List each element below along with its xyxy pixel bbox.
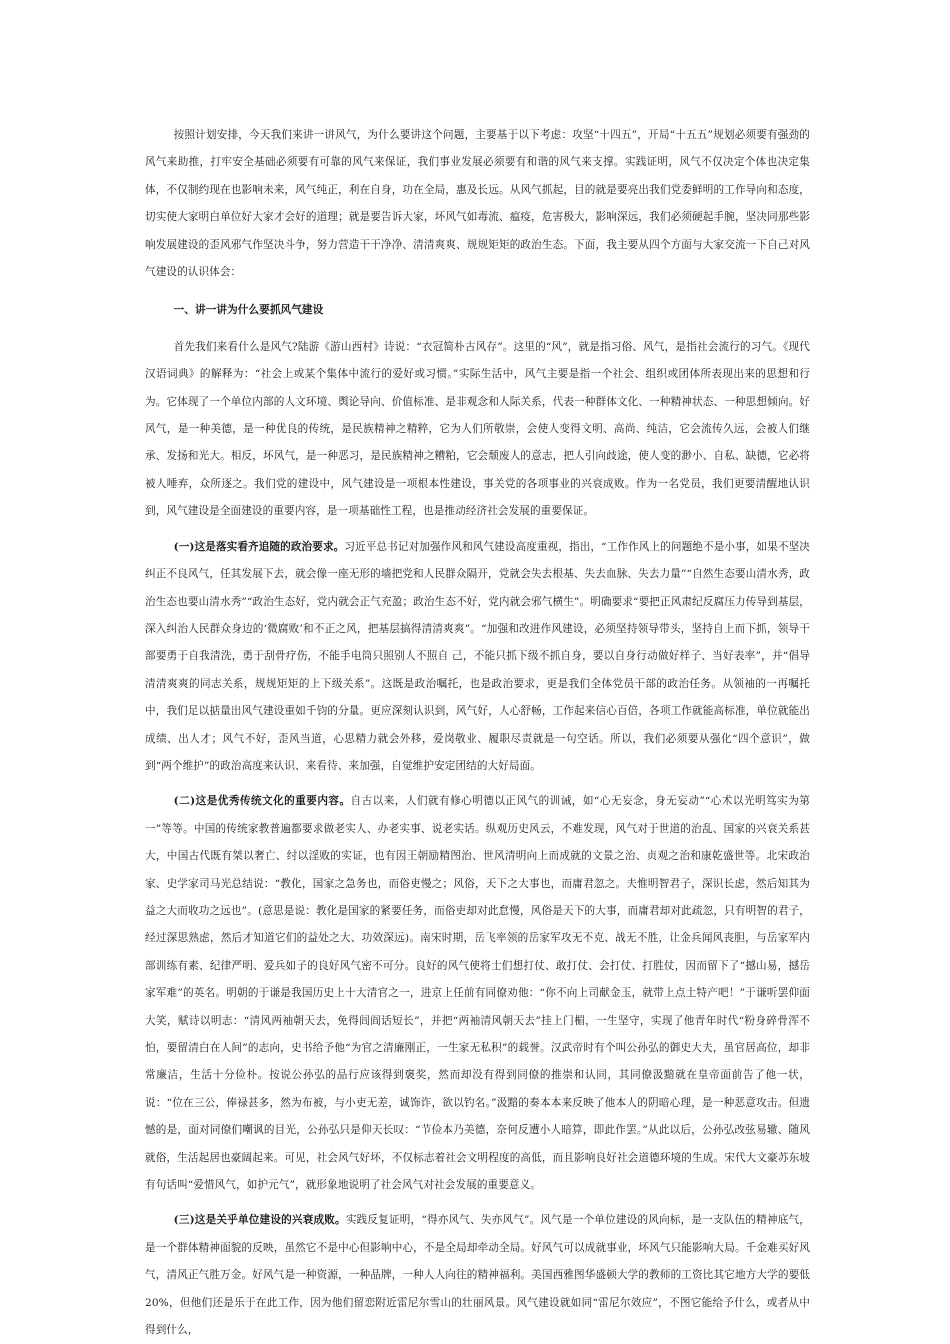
subsection-2-body: 自古以来，人们就有修心明德以正风气的训诫，如“心无妄念，身无妄动”“心术以光明笃实为第一”等等。中国的传统家教普遍都要求做老实人、办老实事、说老实话。纵观历史风云，不难发现，风气对于世道的治乱、国家的兴衰关系甚大，中国古代既有桀以奢亡、纣以淫败的实证，也有因王朝励精图治、世风清明向上而成就的文景之治、贞观之治和康乾盛世等。北宋政治家、史学家司马光总结说：“教化，国家之急务也，而俗吏慢之；风俗，天下之大事也，而庸君忽之。夫惟明智君子，深识长虑，然后知其为益之大而收功之远也”。(意思是说：教化是国家的紧要任务，而俗吏却对此怠慢，风俗是天下的大事，而庸君却对此疏忽，只有明智的君子，经过深思熟虑，然后才知道它们的益处之大、功效深远)。南宋时期，岳飞率领的岳家军攻无不克、战无不胜，让金兵闻风丧胆，与岳家军内部训练有素、纪律严明、爱兵如子的良好风气密不可分。良好的风气使将士们想打仗、敢打仗、会打仗、打胜仗，因而留下了“撼山易，撼岳家军难”的英名。明朝的于谦是我国历史上十大清官之一，进京上任前有同僚劝他：“你不向上司献金玉，就带上点土特产吧！”于谦听罢仰面大笑，赋诗以明志：“清风两袖朝天去，免得闾阎话短长”，并把“两袖清风朝天去”挂上门楣，一生坚守，实现了他青年时代“粉身碎骨浑不怕，要留清白在人间”的志向，史书给予他“为官之清廉刚正，一生家无私积”的载誉。汉武帝时有个叫公孙弘的御史大夫，虽官居高位，却非常廉洁，生活十分俭朴。按说公孙弘的品行应该得到褒奖，然而却没有得到同僚的推崇和认同，其同僚汲黯就在皇帝面前告了他一状，说：“位在三公，俸禄甚多，然为布被，与小吏无差，诚饰诈，欲以钓名。”汲黯的奏本本来反映了他本人的阴暗心理，是一种恶意攻击。但遗憾的是，面对同僚们嘲讽的目光，公孙弘只是仰天长叹：“节俭本乃美德，奈何反遭小人暗算，即此作罢。”从此以后，公孙弘改弦易辙、随风就俗，生活起居也豪阔起来。可见，社会风气好坏，不仅标志着社会文明程度的高低，而且影响良好社会道德环境的生成。宋代大文豪苏东坡有句话叫“爱惜风气，如护元气”，就形象地说明了社会风气对社会发展的重要意义。 [145,795,810,1192]
section-heading: 一、讲一讲为什么要抓风气建设 [173,304,324,317]
subsection-1-paragraph [145,534,810,781]
subsection-1-body: 习近平总书记对加强作风和风气建设高度重视，指出，“工作作风上的问题绝不是小事，如果不坚决纠正不良风气，任其发展下去，就会像一座无形的墙把党和人民群众隔开，党就会失去根基、失去血脉、失去力量”“自然生态要山清水秀，政治生态也要山清水秀”“政治生态好，党内就会正气充盈；政治生态不好，党内就会邪气横生”。明确要求“要把正风肃纪反腐压力传导到基层，深入纠治人民群众身边的‘微腐败’和不正之风，把基层搞得清清爽爽”。“加强和改进作风建设，必须坚持领导带头，坚持自上而下抓，领导干部要勇于自我清洗，勇于刮骨疗伤，不能手电筒只照别人不照自 己，不能只抓下级不抓自身，要以自身行动做好样子、当好表率”，并“倡导清清爽爽的同志关系，规规矩矩的上下级关系”。这既是政治嘱托，也是政治要求，更是我们全体党员干部的政治任务。从领袖的一再嘱托中，我们足以掂量出风气建设重如千钧的分量。更应深刻认识到，风气好，人心舒畅，工作起来信心百倍，各项工作就能高标准，单位就能出成绩、出人才；风气不好，歪风当道，心思精力就会外移，爱岗敬业、履职尽责就是一句空话。所以，我们必须要从强化“四个意识”，做到“两个维护”的政治高度来认识、来看待、来加强，自觉维护安定团结的大好局面。 [145,540,810,772]
document-body [145,122,810,1344]
subsection-2-lead: (二)这是优秀传统文化的重要内容。 [173,795,351,808]
intro-paragraph: 按照计划安排，今天我们来讲一讲风气，为什么要讲这个问题，主要基于以下考虑：攻坚“十四五”，开局“十五五”规划必须要有强劲的风气来助推，打牢安全基础必须要有可靠的风气来保证，我们事业发展必须要有和谐的风气来支撑。实践证明，风气不仅决定个体也决定集体，不仅制约现在也影响未来，风气纯正，利在自身，功在全局，惠及长远。从风气抓起，目的就是要亮出我们党委鲜明的工作导向和态度，切实使大家明白单位好大家才会好的道理；就是要告诉大家，坏风气如毒流、瘟疫，危害极大，影响深远，我们必须硬起手腕，坚决同那些影响发展建设的歪风邪气作坚决斗争，努力营造干干净净、清清爽爽、规规矩矩的政治生态。下面，我主要从四个方面与大家交流一下自己对风气建设的认识体会： [145,129,810,279]
subsection-1-lead: (一)这是落实看齐追随的政治要求。 [173,540,345,553]
subsection-3-lead: (三)这是关乎单位建设的兴衰成败。 [173,1214,346,1227]
subsection-3-paragraph [145,1207,810,1344]
subsection-3-body: 实践反复证明，“得亦风气、失亦风气”。风气是一个单位建设的风向标，是一支队伍的精神底气，是一个群体精神面貌的反映，虽然它不是中心但影响中心，不是全局却牵动全局。好风气可以成就事业，坏风气只能影响大局。千金难买好风气，清风正气胜万金。好风气是一种资源，一种品牌，一种人人向往的精神福利。美国西雅图华盛顿大学的教师的工资比其它地方大学的要低 20%，但他们还是乐于在此工作，因为他们留恋附近雷尼尔雪山的壮丽风景。风气建设就如同“雷尼尔效应”，不图它能给予什么，或者从中得到什么， [145,1214,810,1337]
subsection-2-paragraph [145,788,810,1199]
section-paragraph: 首先我们来看什么是风气?陆游《游山西村》诗说：“衣冠简朴古风存”。这里的“风”，就是指习俗、风气，是指社会流行的习气。《现代汉语词典》的解释为：“社会上或某个集体中流行的爱好或习惯。”实际生活中，风气主要是指一个社会、组织或团体所表现出来的思想和行为。它体现了一个单位内部的人文环境、舆论导向、价值标准、是非观念和人际关系，代表一种群体文化、一种精神状态、一种思想倾向。好风气，是一种美德，是一种优良的传统，是民族精神之精粹，它为人们所敬崇，会使人变得文明、高尚、纯洁，它会流传久远，会被人们继承、发扬和光大。相反，坏风气，是一种恶习，是民族精神之糟粕，它会颓废人的意志，把人引向歧途，使人变的渺小、自私、缺德，它必将被人唾弃，众所逐之。我们党的建设中，风气建设是一项根本性建设，事关党的各项事业的兴衰成败。作为一名党员，我们更要清醒地认识到，风气建设是全面建设的重要内容，是一项基础性工程，也是推动经济社会发展的重要保证。 [145,340,810,518]
